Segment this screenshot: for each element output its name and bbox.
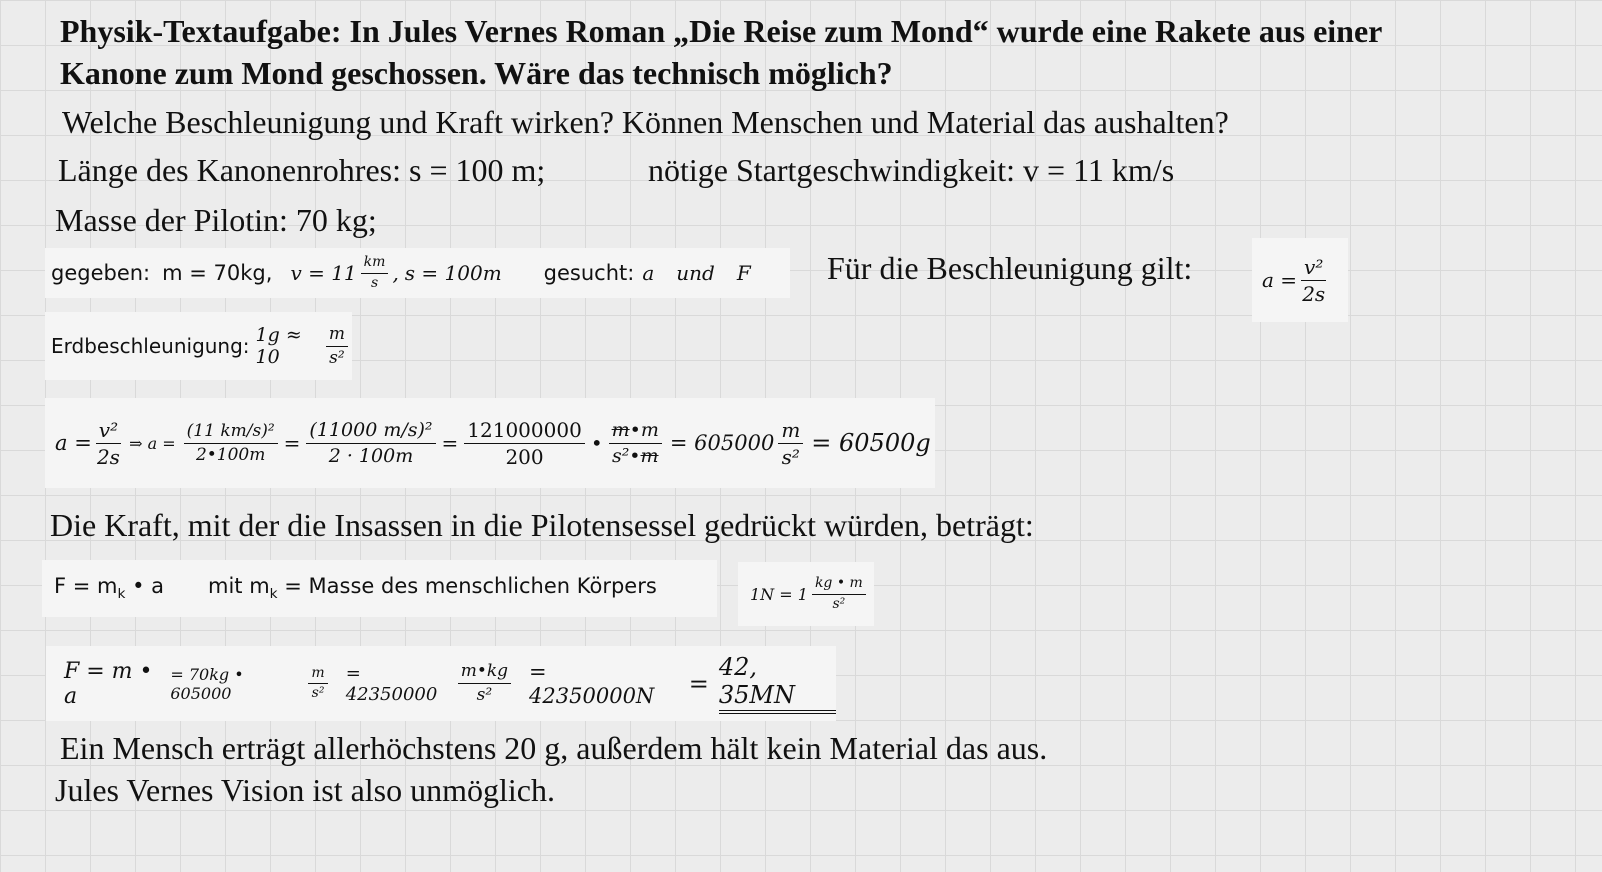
sought-und: und — [676, 261, 715, 285]
calc-a-f1-den: 2s — [96, 444, 120, 469]
comma: , — [392, 261, 399, 285]
newton-def-box — [738, 562, 874, 626]
cancel-m-num: m — [611, 418, 630, 441]
newton-lhs: 1N = 1 — [750, 584, 808, 604]
calc-a-eq-3: = 605000 — [669, 431, 775, 455]
calc-a-fraction-1 — [96, 419, 121, 468]
gravity-expr: 1g ≈ 10 — [255, 324, 302, 368]
calc-a-fraction-6 — [778, 419, 803, 468]
sought-a: a — [642, 261, 655, 285]
calc-a-f3-num: (11000 m/s)² — [306, 420, 435, 444]
force-calc-box — [46, 646, 836, 721]
calc-a-lhs: a = — [55, 431, 92, 455]
given-mass: Masse der Pilotin: 70 kg; — [55, 202, 377, 238]
conclusion-line-1: Ein Mensch erträgt allerhöchstens 20 g, außerdem hält kein Material das aus. — [60, 730, 1048, 766]
calc-f-eq-2: = 42350000 — [345, 662, 438, 705]
calc-f-result: 42, 35MN — [719, 653, 836, 714]
gravity-box — [45, 312, 352, 380]
calc-a-f5-den-rest: s²• — [611, 444, 641, 467]
force-def-f — [54, 574, 164, 602]
calc-a-fraction-4 — [464, 419, 585, 468]
force-def-mit-sub: k — [269, 586, 278, 603]
given-velocity-unit — [361, 255, 389, 291]
calc-f-f1-den: s² — [311, 685, 325, 701]
calc-a-f1-num: v² — [96, 419, 121, 444]
formula-lhs: a = — [1262, 268, 1298, 292]
force-def-box — [42, 560, 717, 617]
calc-f-eq-1: = 70kg • 605000 — [170, 664, 244, 703]
calc-a-f6-den: s² — [781, 444, 800, 469]
calc-a-arrow: ⇒ a = — [129, 433, 176, 453]
given-velocity: nötige Startgeschwindigkeit: v = 11 km/s — [648, 152, 1175, 188]
calc-f-eq-3: = 42350000N — [529, 659, 655, 708]
calc-a-f4-num: 121000000 — [464, 419, 585, 444]
question-text: Welche Beschleunigung und Kraft wirken? Können Menschen und Material das aushalten? — [62, 104, 1229, 140]
given-length: Länge des Kanonenrohres: s = 100 m; — [58, 152, 546, 188]
force-def-f-rest: • a — [125, 574, 164, 599]
calc-a-eq-1: = — [283, 431, 301, 455]
gravity-unit — [326, 325, 348, 367]
calc-a-fraction-5 — [609, 420, 662, 467]
given-mass-value: m = 70kg, — [162, 261, 273, 285]
formula-box — [1252, 238, 1348, 322]
calc-a-eq-2: = — [441, 431, 459, 455]
given-label: gegeben: — [51, 261, 151, 285]
calc-f-fraction-2 — [458, 662, 511, 704]
calc-a-f2-den: 2•100m — [195, 444, 266, 465]
calc-a-f5-num — [609, 420, 662, 444]
force-def-f-text: F = m — [54, 574, 118, 599]
velocity-unit-num: km — [361, 255, 389, 273]
gravity-unit-den: s² — [329, 347, 345, 368]
force-def-mit-text: mit m — [208, 574, 270, 599]
force-def-f-sub: k — [117, 586, 126, 603]
calc-a-f2-num: (11 km/s)² — [184, 422, 278, 444]
calc-a-f4-den: 200 — [505, 444, 544, 469]
calc-f-f2-den: s² — [476, 685, 493, 705]
calc-f-eq-4: = — [688, 669, 709, 698]
acceleration-calc-box — [45, 398, 935, 488]
calc-a-fraction-2 — [184, 422, 278, 464]
velocity-unit-den: s — [370, 274, 379, 291]
calc-f-fraction-1 — [308, 666, 327, 702]
newton-fraction — [812, 576, 866, 612]
gravity-unit-num: m — [326, 325, 348, 347]
calc-a-f5-den — [612, 444, 659, 467]
force-intro: Die Kraft, mit der die Insassen in die Pilotensessel gedrückt würden, beträgt: — [50, 507, 1034, 543]
gravity-label: Erdbeschleunigung: — [51, 334, 250, 358]
calc-a-f6-num: m — [778, 419, 803, 444]
formula-fraction — [1301, 256, 1326, 305]
calc-f-f2-num: m•kg — [458, 662, 511, 684]
given-sought-box — [45, 248, 790, 298]
calc-a-f5-num-rest: •m — [629, 418, 659, 441]
cancel-m-den: m — [640, 444, 659, 467]
sought-label: gesucht: — [543, 261, 635, 285]
formula-num: v² — [1301, 256, 1326, 281]
calc-a-result: = 60500g — [811, 429, 931, 457]
force-def-mit-rest: = Masse des menschlichen Körpers — [277, 574, 657, 599]
calc-a-dot: • — [590, 431, 603, 455]
calc-a-f3-den: 2 · 100m — [328, 444, 414, 467]
formula-den: 2s — [1302, 281, 1326, 306]
given-velocity-prefix: v = 11 — [290, 261, 357, 285]
title-line-1: Physik-Textaufgabe: In Jules Vernes Roman „Die Reise zum Mond“ wurde eine Rakete aus einer — [60, 13, 1383, 49]
newton-num: kg • m — [812, 576, 866, 594]
sought-F: F — [736, 261, 751, 285]
calc-a-fraction-3 — [306, 420, 435, 467]
newton-den: s² — [832, 595, 846, 612]
calc-f-lhs: F = m • a — [64, 658, 153, 709]
calc-f-f1-num: m — [308, 666, 327, 684]
given-length-value: s = 100m — [404, 261, 502, 285]
title-line-2: Kanone zum Mond geschossen. Wäre das technisch möglich? — [60, 55, 893, 91]
force-def-mit — [208, 574, 657, 602]
conclusion-line-2: Jules Vernes Vision ist also unmöglich. — [55, 772, 555, 808]
formula-intro: Für die Beschleunigung gilt: — [827, 250, 1193, 286]
